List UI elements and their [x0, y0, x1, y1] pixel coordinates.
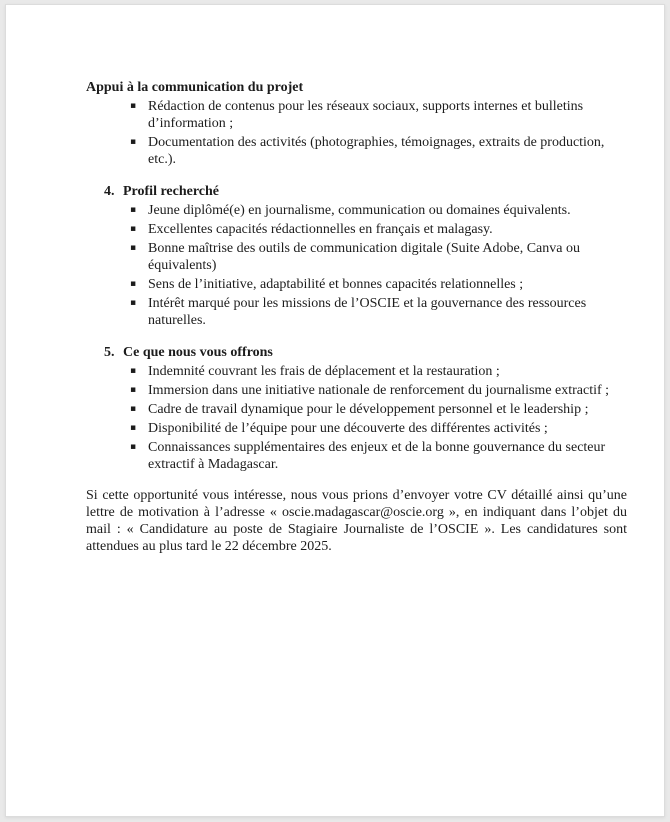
list-item: [86, 98, 627, 132]
section-heading-text: Appui à la communication du projet: [86, 80, 304, 95]
list-item: [86, 363, 627, 380]
list-item-text: Documentation des activités (photographies, témoignages, extraits de production, etc.).: [148, 135, 605, 167]
bullet-marker-icon: ▪: [130, 205, 137, 215]
list-item-text: Sens de l’initiative, adaptabilité et bonnes capacités relationnelles ;: [148, 277, 524, 292]
list-item-text: Cadre de travail dynamique pour le développement personnel et le leadership ;: [148, 402, 589, 417]
list-item: [86, 439, 627, 473]
section-heading: [86, 344, 627, 361]
list-item: [86, 382, 627, 399]
list-item: [86, 295, 627, 329]
bullet-marker-icon: ▪: [130, 404, 137, 414]
list-item-text: Disponibilité de l’équipe pour une découverte des différentes activités ;: [148, 421, 548, 436]
section-appui-communication: [86, 79, 627, 168]
section-number: 4.: [104, 184, 115, 199]
bullet-marker-icon: ▪: [130, 385, 137, 395]
list-item-text: Immersion dans une initiative nationale de renforcement du journalisme extractif ;: [148, 383, 610, 398]
bullet-marker-icon: ▪: [130, 137, 137, 147]
section-heading: [86, 183, 627, 200]
bullet-list: [86, 98, 627, 168]
document-content: [86, 79, 627, 569]
bullet-marker-icon: ▪: [130, 298, 137, 308]
closing-paragraph: Si cette opportunité vous intéresse, nous vous prions d’envoyer votre CV détaillé ainsi qu’une lettre de motivation à l’adresse « oscie.madagascar@oscie.org », en indiquant dans l’objet du mail : « Candidature au poste de Stagiaire Journaliste de l’OSCIE ». Les candidatures sont attendues au plus tard le 22 décembre 2025.: [86, 488, 627, 554]
list-item: [86, 202, 627, 219]
list-item-text: Rédaction de contenus pour les réseaux sociaux, supports internes et bulletins d’information ;: [148, 99, 584, 131]
list-item: [86, 134, 627, 168]
document-page: [5, 4, 665, 817]
list-item: [86, 240, 627, 274]
bullet-marker-icon: ▪: [130, 101, 137, 111]
list-item: [86, 276, 627, 293]
list-item-text: Indemnité couvrant les frais de déplacement et la restauration ;: [148, 364, 500, 379]
list-item-text: Bonne maîtrise des outils de communication digitale (Suite Adobe, Canva ou équivalents): [148, 241, 580, 273]
list-item: [86, 401, 627, 418]
list-item: [86, 221, 627, 238]
bullet-marker-icon: ▪: [130, 279, 137, 289]
list-item-text: Intérêt marqué pour les missions de l’OSCIE et la gouvernance des ressources naturelles.: [148, 296, 587, 328]
bullet-marker-icon: ▪: [130, 224, 137, 234]
section-profil-recherche: [86, 183, 627, 329]
list-item-text: Connaissances supplémentaires des enjeux et de la bonne gouvernance du secteur extractif à Madagascar.: [148, 440, 606, 472]
bullet-marker-icon: ▪: [130, 366, 137, 376]
bullet-list: [86, 202, 627, 329]
bullet-marker-icon: ▪: [130, 442, 137, 452]
bullet-list: [86, 363, 627, 473]
section-heading-text: Ce que nous vous offrons: [123, 345, 273, 360]
bullet-marker-icon: ▪: [130, 423, 137, 433]
section-number: 5.: [104, 345, 115, 360]
bullet-marker-icon: ▪: [130, 243, 137, 253]
list-item: [86, 420, 627, 437]
list-item-text: Excellentes capacités rédactionnelles en français et malagasy.: [148, 222, 493, 237]
section-ce-que-nous-offrons: [86, 344, 627, 473]
list-item-text: Jeune diplômé(e) en journalisme, communication ou domaines équivalents.: [148, 203, 571, 218]
section-heading: [86, 79, 627, 96]
section-heading-text: Profil recherché: [123, 184, 220, 199]
